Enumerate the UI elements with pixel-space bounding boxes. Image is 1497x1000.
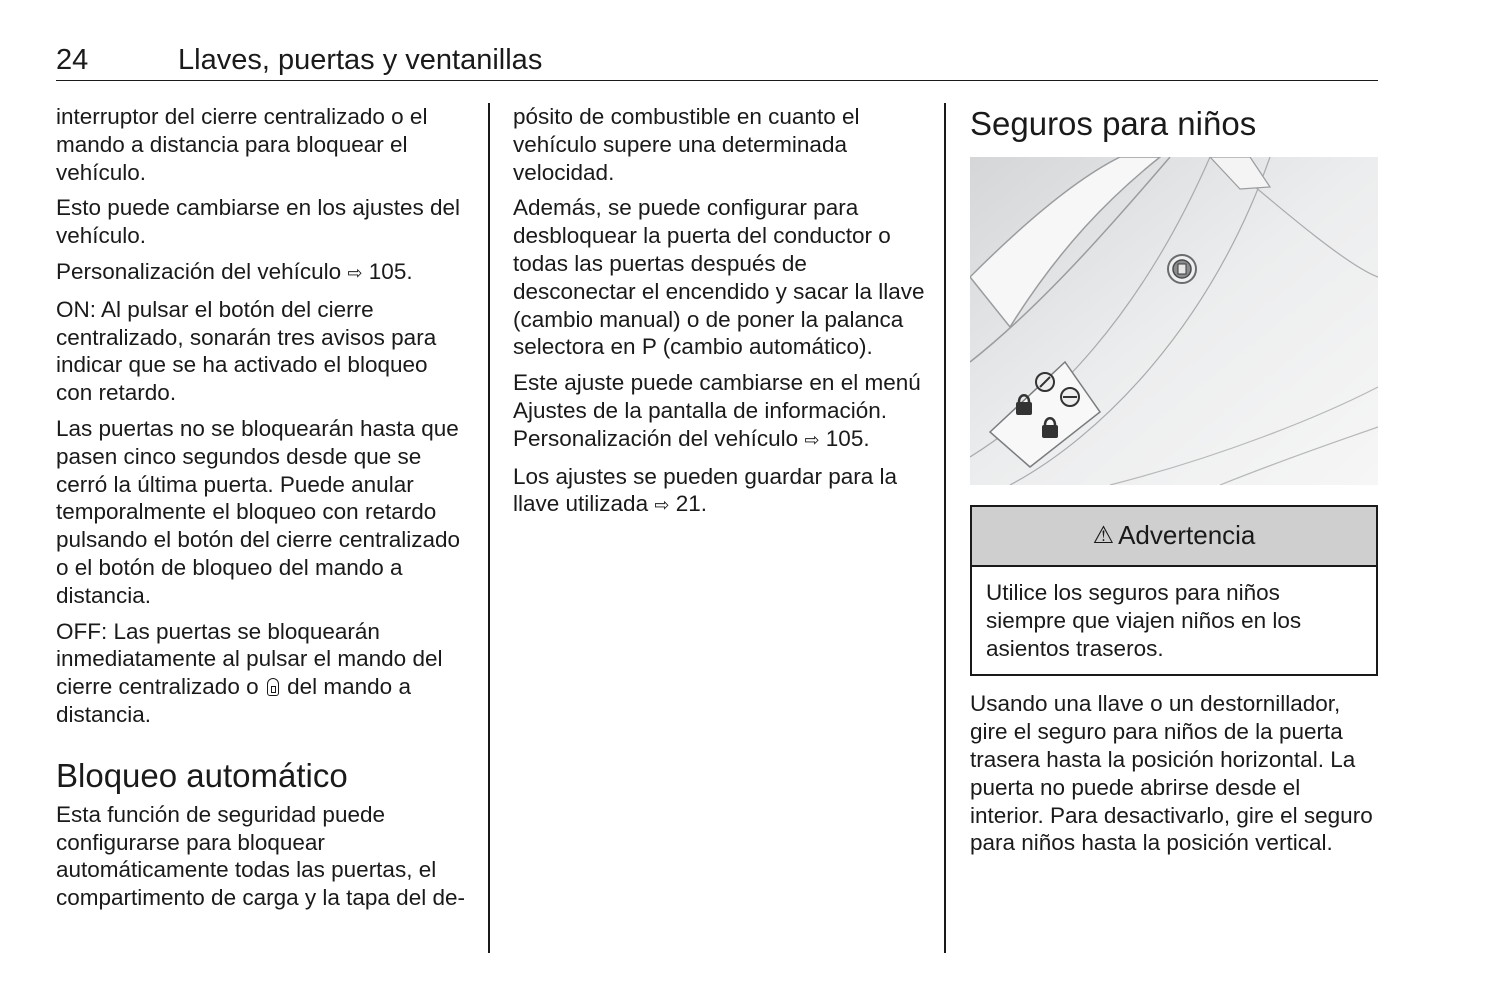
column-left (56, 103, 468, 920)
paragraph: Los ajustes se pueden guardar para la llave utilizada ⇨ 21. (513, 463, 898, 517)
paragraph: Personalización del vehículo ⇨ 105. (56, 258, 413, 284)
setting-label-off: OFF (56, 618, 101, 644)
column-divider (488, 103, 490, 953)
column-right (970, 103, 1378, 865)
paragraph: pósito de combustible en cuanto el vehículo supere una determinada velocidad. (513, 104, 860, 185)
gear-position-label: P (641, 334, 657, 360)
page-number: 24 (56, 44, 89, 76)
paragraph: Además, se puede configurar para desbloquear la puerta del conductor o todas las puertas después de desconectar el encendido y sacar la llave (cambio manual) o de poner la palanca selectora en P (cambio automático). (513, 195, 925, 360)
section-heading: Bloqueo automático (56, 756, 348, 794)
page-header (56, 44, 1378, 81)
column-middle (513, 103, 925, 528)
paragraph: Usando una llave o un destornillador, gire el seguro para niños de la puerta trasera hasta la posición horizontal. La puerta no puede abrirse desde el interior. Para desactivarlo, gire el seguro para niños hasta la posición vertical. (970, 691, 1373, 856)
paragraph: OFF: Las puertas se bloquearán inmediatamente al pulsar el mando del cierre centralizado o del mando a distancia. (56, 618, 443, 727)
page-reference-icon: ⇨ (654, 495, 670, 517)
warning-header (972, 507, 1376, 567)
paragraph: Esta función de seguridad puede configurarse para bloquear automáticamente todas las puertas, el compartimento de carga y la tapa del de- (56, 801, 465, 911)
menu-label: Ajustes (513, 397, 587, 423)
paragraph: Las puertas no se bloquearán hasta que pasen cinco segundos desde que se cerró la última puerta. Puede anular temporalmente el bloqueo con retardo pulsando el botón del cierre centralizado o el botón de bloqueo del mando a distancia. (56, 415, 461, 608)
page-reference-icon: ⇨ (804, 429, 820, 451)
warning-text: Utilice los seguros para niños siempre que viajen niños en los asientos traseros. (986, 580, 1302, 661)
child-lock-illustration (970, 157, 1378, 485)
warning-box (970, 505, 1378, 676)
paragraph: interruptor del cierre centralizado o el mando a distancia para bloquear el vehículo. (56, 104, 428, 185)
section-heading: Seguros para niños (970, 105, 1257, 142)
warning-triangle-icon: ⚠ (1092, 521, 1115, 550)
paragraph: ON: Al pulsar el botón del cierre centralizado, sonarán tres avisos para indicar que se ha activado el bloqueo con retardo. (56, 296, 437, 406)
column-divider (944, 103, 946, 953)
lock-button-icon (267, 678, 279, 696)
setting-label-on: ON (56, 296, 90, 322)
page-reference-icon: ⇨ (347, 262, 363, 284)
warning-title: Advertencia (1118, 520, 1256, 551)
page-title: Llaves, puertas y ventanillas (178, 44, 543, 76)
paragraph: Esto puede cambiarse en los ajustes del vehículo. (56, 195, 460, 249)
paragraph: Este ajuste puede cambiarse en el menú Ajustes de la pantalla de información. Personalización del vehículo ⇨ 105. (513, 370, 921, 451)
